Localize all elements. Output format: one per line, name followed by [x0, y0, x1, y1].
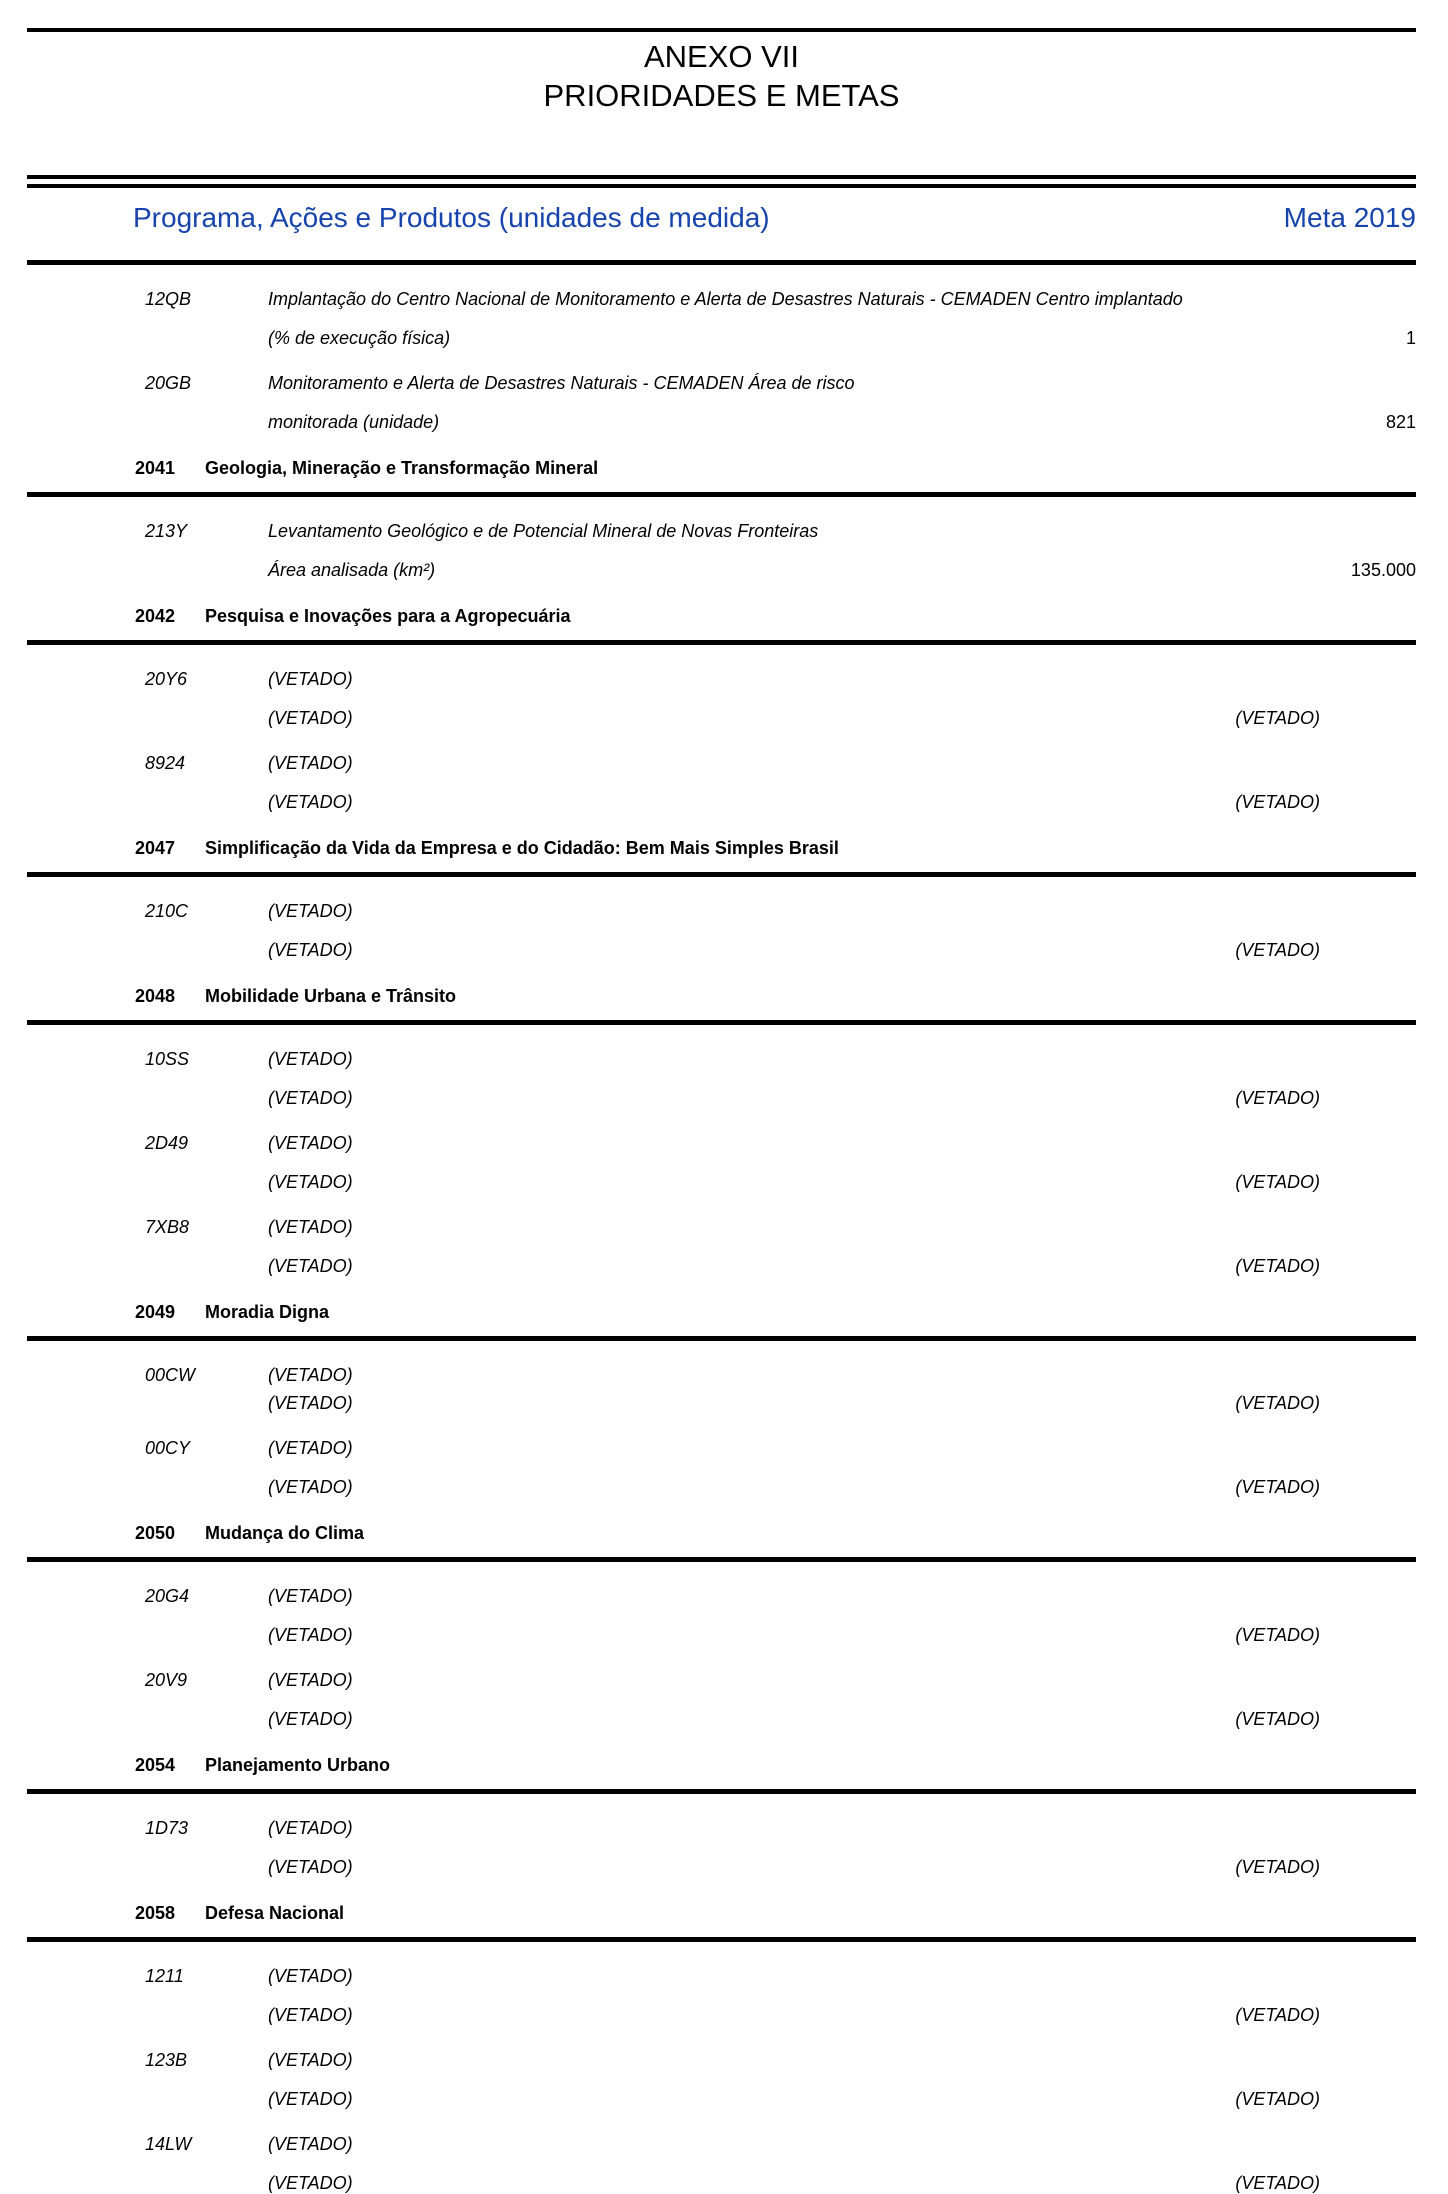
double-rule — [27, 175, 1416, 188]
action-description-line1: (VETADO) — [268, 1365, 353, 1385]
action-row — [27, 289, 1416, 349]
action-row — [27, 753, 1416, 813]
action-line-1 — [27, 1670, 1416, 1691]
indent-spacer — [27, 2173, 268, 2194]
action-description-line1: (VETADO) — [268, 669, 353, 689]
action-code: 00CW — [145, 1365, 196, 1385]
action-line-2 — [27, 2089, 1416, 2110]
action-description-line1: (VETADO) — [268, 1438, 353, 1458]
action-code: 20GB — [145, 373, 192, 393]
action-description-line2: (VETADO) — [268, 940, 353, 960]
action-row — [27, 1133, 1416, 1193]
action-row — [27, 1438, 1416, 1498]
indent-spacer — [27, 940, 268, 961]
program-rule — [27, 1557, 1416, 1562]
meta-value: (VETADO) — [1235, 2173, 1320, 2193]
program-row — [27, 1903, 1416, 1924]
program-row — [27, 986, 1416, 1007]
action-line-2 — [27, 1393, 1416, 1414]
action-description-line2: (VETADO) — [268, 1256, 353, 1276]
indent-spacer — [27, 1477, 268, 1498]
action-row — [27, 2050, 1416, 2110]
action-description-line2: (VETADO) — [268, 1625, 353, 1645]
table-column-header — [27, 201, 1416, 235]
action-line-2 — [27, 2173, 1416, 2194]
action-description-line1: Monitoramento e Alerta de Desastres Naturais - CEMADEN Área de risco — [268, 373, 855, 393]
action-line-1 — [27, 289, 1416, 310]
meta-value: (VETADO) — [1235, 2005, 1320, 2025]
program-rule — [27, 640, 1416, 645]
action-line-2 — [27, 1088, 1416, 1109]
double-rule-bar-bottom — [27, 184, 1416, 188]
action-line-1 — [27, 373, 1416, 394]
program-title: Moradia Digna — [205, 1302, 330, 1322]
meta-value: (VETADO) — [1235, 1088, 1320, 1108]
action-description-line2: (% de execução física) — [268, 328, 451, 348]
action-description-line2: (VETADO) — [268, 1172, 353, 1192]
column-header-programs: Programa, Ações e Produtos (unidades de medida) — [133, 202, 770, 233]
action-description-line2: (VETADO) — [268, 1088, 353, 1108]
action-description-line1: (VETADO) — [268, 1586, 353, 1606]
action-code: 20Y6 — [145, 669, 188, 689]
program-row — [27, 606, 1416, 627]
program-row — [27, 1302, 1416, 1323]
double-rule-bar-top — [27, 175, 1416, 179]
action-description-line1: (VETADO) — [268, 1133, 353, 1153]
action-description-line1: (VETADO) — [268, 753, 353, 773]
program-rule — [27, 1789, 1416, 1794]
program-title: Mudança do Clima — [205, 1523, 365, 1543]
meta-value: (VETADO) — [1235, 1857, 1320, 1877]
meta-value: (VETADO) — [1235, 940, 1320, 960]
program-row — [27, 458, 1416, 479]
indent-spacer — [27, 1709, 268, 1730]
action-code: 12QB — [145, 289, 192, 309]
program-title: Simplificação da Vida da Empresa e do Cidadão: Bem Mais Simples Brasil — [205, 838, 839, 858]
program-rule — [27, 1336, 1416, 1341]
meta-value: (VETADO) — [1235, 1172, 1320, 1192]
meta-value: (VETADO) — [1235, 2089, 1320, 2109]
action-row — [27, 669, 1416, 729]
program-title: Planejamento Urbano — [205, 1755, 391, 1775]
action-row — [27, 1365, 1416, 1414]
program-title: Mobilidade Urbana e Trânsito — [205, 986, 457, 1006]
indent-spacer — [27, 2089, 268, 2110]
action-line-1 — [27, 2050, 1416, 2071]
title-line-1: ANEXO VII — [643, 39, 800, 74]
action-line-1 — [27, 1217, 1416, 1238]
action-description-line1: Levantamento Geológico e de Potencial Mineral de Novas Fronteiras — [268, 521, 819, 541]
program-code: 2050 — [135, 1523, 176, 1543]
action-line-2 — [27, 940, 1416, 961]
action-line-2 — [27, 1172, 1416, 1193]
indent-spacer — [27, 1857, 268, 1878]
action-code: 20G4 — [145, 1586, 190, 1606]
indent-spacer — [27, 1393, 268, 1414]
action-code: 123B — [145, 2050, 188, 2070]
program-code: 2048 — [135, 986, 176, 1006]
action-code: 20V9 — [145, 1670, 188, 1690]
action-description-line1: (VETADO) — [268, 1049, 353, 1069]
action-row — [27, 373, 1416, 433]
action-line-1 — [27, 521, 1416, 542]
program-title: Defesa Nacional — [205, 1903, 345, 1923]
action-line-2 — [27, 1477, 1416, 1498]
meta-value: 135.000 — [1350, 560, 1416, 580]
program-code: 2049 — [135, 1302, 176, 1322]
program-rule — [27, 1020, 1416, 1025]
program-code: 2041 — [135, 458, 176, 478]
action-description-line1: (VETADO) — [268, 2134, 353, 2154]
meta-value: (VETADO) — [1235, 1625, 1320, 1645]
action-row — [27, 1670, 1416, 1730]
indent-spacer — [27, 792, 268, 813]
action-description-line1: Implantação do Centro Nacional de Monitoramento e Alerta de Desastres Naturais - CEMADEN Centro implantado — [268, 289, 1183, 309]
top-rule — [27, 28, 1416, 32]
action-line-1 — [27, 1438, 1416, 1459]
indent-spacer — [27, 412, 268, 433]
action-description-line2: (VETADO) — [268, 2005, 353, 2025]
action-line-1 — [27, 1365, 1416, 1386]
action-line-2 — [27, 1857, 1416, 1878]
action-line-1 — [27, 2134, 1416, 2155]
action-code: 210C — [145, 901, 189, 921]
action-line-2 — [27, 560, 1416, 581]
indent-spacer — [27, 1625, 268, 1646]
action-line-1 — [27, 1818, 1416, 1839]
action-line-1 — [27, 1586, 1416, 1607]
program-title: Pesquisa e Inovações para a Agropecuária — [205, 606, 571, 626]
action-description-line1: (VETADO) — [268, 2050, 353, 2070]
action-code: 213Y — [145, 521, 188, 541]
meta-value: (VETADO) — [1235, 1709, 1320, 1729]
indent-spacer — [27, 2005, 268, 2026]
action-row — [27, 1049, 1416, 1109]
meta-value: (VETADO) — [1235, 708, 1320, 728]
action-row — [27, 1966, 1416, 2026]
program-rule — [27, 872, 1416, 877]
indent-spacer — [27, 708, 268, 729]
indent-spacer — [27, 1088, 268, 1109]
program-row — [27, 1523, 1416, 1544]
program-rule — [27, 492, 1416, 497]
action-line-2 — [27, 1256, 1416, 1277]
indent-spacer — [27, 1172, 268, 1193]
action-description-line1: (VETADO) — [268, 1966, 353, 1986]
program-code: 2054 — [135, 1755, 176, 1775]
action-description-line2: (VETADO) — [268, 2173, 353, 2193]
meta-value: (VETADO) — [1235, 792, 1320, 812]
action-description-line2: (VETADO) — [268, 1857, 353, 1877]
action-row — [27, 1217, 1416, 1277]
action-code: 2D49 — [145, 1133, 189, 1153]
action-description-line2: (VETADO) — [268, 1477, 353, 1497]
program-title: Geologia, Mineração e Transformação Mineral — [205, 458, 599, 478]
action-code: 1211 — [145, 1966, 184, 1986]
action-line-2 — [27, 328, 1416, 349]
action-line-1 — [27, 1133, 1416, 1154]
program-rule — [27, 1937, 1416, 1942]
meta-value: 1 — [1405, 328, 1416, 348]
action-description-line2: Área analisada (km²) — [268, 560, 436, 580]
indent-spacer — [27, 560, 268, 581]
indent-spacer — [27, 328, 268, 349]
program-code: 2058 — [135, 1903, 176, 1923]
indent-spacer — [27, 1256, 268, 1277]
action-line-2 — [27, 708, 1416, 729]
action-line-1 — [27, 901, 1416, 922]
action-line-1 — [27, 1966, 1416, 1987]
action-row — [27, 1586, 1416, 1646]
meta-value: (VETADO) — [1235, 1256, 1320, 1276]
program-code: 2047 — [135, 838, 176, 858]
action-code: 1D73 — [145, 1818, 189, 1838]
action-code: 14LW — [145, 2134, 192, 2154]
program-row — [27, 838, 1416, 859]
action-description-line1: (VETADO) — [268, 1670, 353, 1690]
action-row — [27, 1818, 1416, 1878]
action-description-line1: (VETADO) — [268, 901, 353, 921]
action-code: 7XB8 — [145, 1217, 190, 1237]
action-code: 10SS — [145, 1049, 190, 1069]
action-line-2 — [27, 792, 1416, 813]
action-row — [27, 521, 1416, 581]
action-line-1 — [27, 753, 1416, 774]
meta-value: 821 — [1385, 412, 1416, 432]
action-row — [27, 901, 1416, 961]
meta-value: (VETADO) — [1235, 1393, 1320, 1413]
action-description-line2: (VETADO) — [268, 2089, 353, 2109]
program-row — [27, 1755, 1416, 1776]
document-title — [27, 37, 1416, 115]
action-line-1 — [27, 1049, 1416, 1070]
action-description-line2: monitorada (unidade) — [268, 412, 440, 432]
action-description-line1: (VETADO) — [268, 1818, 353, 1838]
header-rule — [27, 260, 1416, 265]
column-header-meta-2019: Meta 2019 — [1283, 202, 1416, 233]
action-line-2 — [27, 412, 1416, 433]
action-line-1 — [27, 669, 1416, 690]
document-page — [0, 28, 1448, 2193]
action-code: 8924 — [145, 753, 186, 773]
action-description-line2: (VETADO) — [268, 708, 353, 728]
action-code: 00CY — [145, 1438, 191, 1458]
action-line-2 — [27, 1709, 1416, 1730]
action-line-2 — [27, 1625, 1416, 1646]
action-description-line2: (VETADO) — [268, 1393, 353, 1413]
action-description-line2: (VETADO) — [268, 1709, 353, 1729]
program-code: 2042 — [135, 606, 176, 626]
action-description-line2: (VETADO) — [268, 792, 353, 812]
action-row — [27, 2134, 1416, 2194]
table-body — [27, 289, 1416, 2194]
meta-value: (VETADO) — [1235, 1477, 1320, 1497]
action-line-2 — [27, 2005, 1416, 2026]
title-line-2: PRIORIDADES E METAS — [543, 78, 900, 113]
action-description-line1: (VETADO) — [268, 1217, 353, 1237]
